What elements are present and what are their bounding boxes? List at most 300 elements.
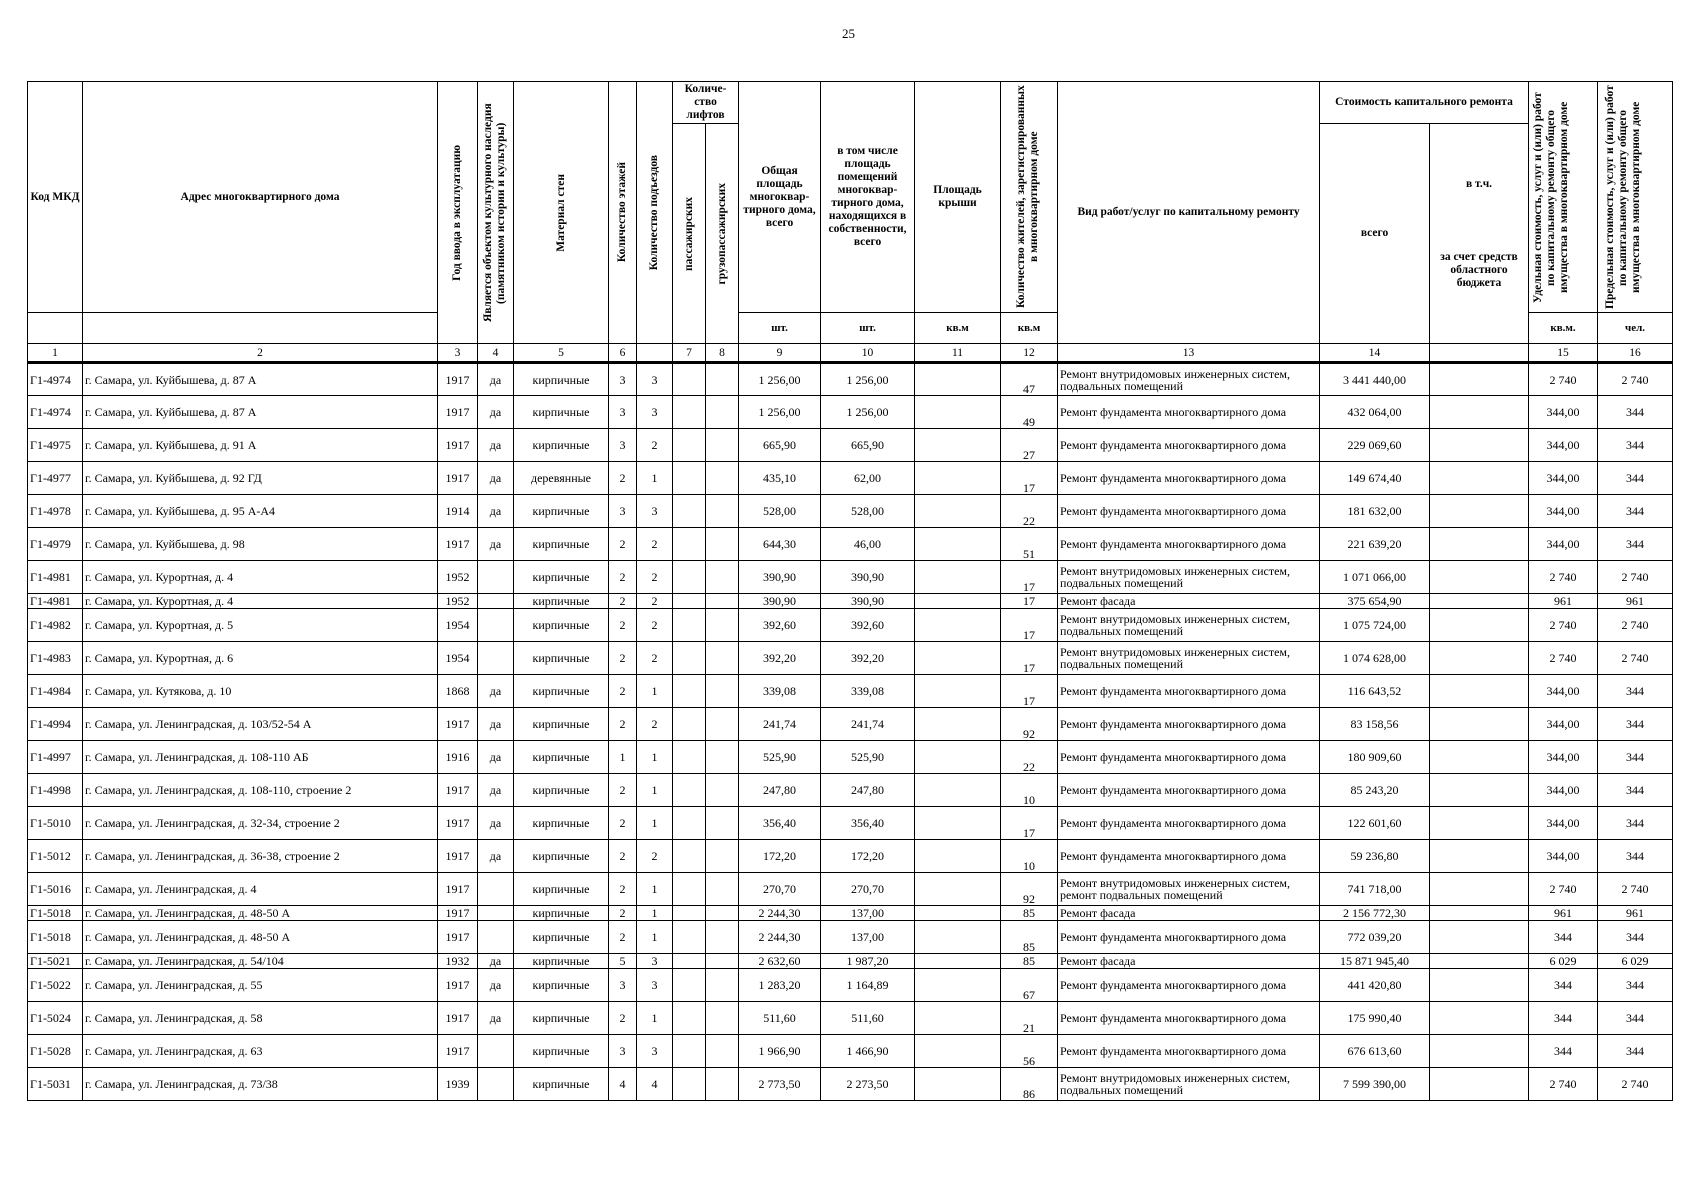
cell-lifts-freight — [706, 429, 739, 462]
cell-work-type: Ремонт фундамента многоквартирного дома — [1058, 741, 1320, 774]
cell-floors: 3 — [609, 429, 637, 462]
cell-work-type: Ремонт фундамента многоквартирного дома — [1058, 708, 1320, 741]
cell-year: 1916 — [438, 741, 478, 774]
cell-unit-cost: 344,00 — [1529, 429, 1598, 462]
cell-year: 1917 — [438, 1002, 478, 1035]
cell-year: 1917 — [438, 429, 478, 462]
cell-heritage: да — [478, 429, 514, 462]
cell-kod: Г1-5018 — [28, 906, 83, 921]
cell-work-type: Ремонт фундамента многоквартирного дома — [1058, 807, 1320, 840]
unit-lifts-pass: шт. — [739, 313, 821, 344]
cell-owned-area: 62,00 — [821, 462, 915, 495]
cell-cost-total: 122 601,60 — [1320, 807, 1430, 840]
cell-year: 1932 — [438, 954, 478, 969]
col-number: 3 — [438, 344, 478, 363]
cell-total-area: 247,80 — [739, 774, 821, 807]
cell-year: 1954 — [438, 609, 478, 642]
cell-cost-regional — [1430, 363, 1529, 396]
cell-floors: 2 — [609, 594, 637, 609]
col-number: 14 — [1320, 344, 1430, 363]
cell-total-area: 390,90 — [739, 594, 821, 609]
cell-kod: Г1-5028 — [28, 1035, 83, 1068]
cell-heritage — [478, 594, 514, 609]
cell-cost-total: 676 613,60 — [1320, 1035, 1430, 1068]
col-total-area: Общая площадь многоквар-тирного дома, всего — [739, 82, 821, 313]
col-number: 12 — [1001, 344, 1058, 363]
cell-lifts-freight — [706, 807, 739, 840]
cell-address: г. Самара, ул. Курортная, д. 4 — [83, 561, 438, 594]
cell-walls: кирпичные — [514, 675, 609, 708]
cell-roof-area — [915, 528, 1001, 561]
cell-cost-regional — [1430, 969, 1529, 1002]
cell-unit-cost: 344,00 — [1529, 774, 1598, 807]
cell-owned-area: 137,00 — [821, 921, 915, 954]
cell-entrances: 1 — [637, 873, 673, 906]
cell-residents: 17 — [1001, 609, 1058, 642]
cell-unit-cost: 344,00 — [1529, 396, 1598, 429]
cell-roof-area — [915, 807, 1001, 840]
cell-lifts-freight — [706, 708, 739, 741]
cell-residents: 22 — [1001, 741, 1058, 774]
cell-cost-total: 432 064,00 — [1320, 396, 1430, 429]
cell-cost-total: 59 236,80 — [1320, 840, 1430, 873]
cell-work-type: Ремонт внутридомовых инженерных систем, подвальных помещений — [1058, 1068, 1320, 1101]
cell-roof-area — [915, 1035, 1001, 1068]
cell-kod: Г1-5022 — [28, 969, 83, 1002]
cell-entrances: 2 — [637, 594, 673, 609]
cell-max-cost: 2 740 — [1598, 363, 1673, 396]
col-address: Адрес многоквартирного дома — [83, 82, 438, 313]
cell-floors: 3 — [609, 1035, 637, 1068]
cell-lifts-freight — [706, 462, 739, 495]
cell-entrances: 1 — [637, 906, 673, 921]
cell-kod: Г1-4981 — [28, 594, 83, 609]
cell-kod: Г1-4994 — [28, 708, 83, 741]
cell-roof-area — [915, 462, 1001, 495]
cell-walls: кирпичные — [514, 774, 609, 807]
cell-heritage: да — [478, 840, 514, 873]
cell-max-cost: 6 029 — [1598, 954, 1673, 969]
cell-cost-total: 116 643,52 — [1320, 675, 1430, 708]
cell-cost-regional — [1430, 840, 1529, 873]
cell-year: 1954 — [438, 642, 478, 675]
cell-kod: Г1-4983 — [28, 642, 83, 675]
cell-lifts-freight — [706, 528, 739, 561]
cell-unit-cost: 344,00 — [1529, 675, 1598, 708]
cell-lifts-freight — [706, 873, 739, 906]
cell-floors: 2 — [609, 609, 637, 642]
cell-walls: кирпичные — [514, 528, 609, 561]
cell-work-type: Ремонт фундамента многоквартирного дома — [1058, 1002, 1320, 1035]
cell-work-type: Ремонт внутридомовых инженерных систем, подвальных помещений — [1058, 363, 1320, 396]
cell-address: г. Самара, ул. Ленинградская, д. 108-110, строение 2 — [83, 774, 438, 807]
cell-kod: Г1-5024 — [28, 1002, 83, 1035]
cell-cost-total: 83 158,56 — [1320, 708, 1430, 741]
cell-residents: 92 — [1001, 873, 1058, 906]
col-entrances: Количество подъездов — [637, 82, 673, 344]
cell-total-area: 1 966,90 — [739, 1035, 821, 1068]
cell-heritage — [478, 561, 514, 594]
cell-work-type: Ремонт фундамента многоквартирного дома — [1058, 462, 1320, 495]
cell-owned-area: 390,90 — [821, 594, 915, 609]
cell-roof-area — [915, 495, 1001, 528]
cell-walls: кирпичные — [514, 594, 609, 609]
cell-lifts-pass — [673, 561, 706, 594]
cell-total-area: 665,90 — [739, 429, 821, 462]
cell-lifts-freight — [706, 561, 739, 594]
cell-cost-total: 441 420,80 — [1320, 969, 1430, 1002]
cell-walls: кирпичные — [514, 1035, 609, 1068]
cell-total-area: 270,70 — [739, 873, 821, 906]
cell-roof-area — [915, 873, 1001, 906]
cell-cost-regional — [1430, 873, 1529, 906]
cell-total-area: 1 256,00 — [739, 396, 821, 429]
cell-floors: 2 — [609, 1002, 637, 1035]
cost-regional-label: за счет средств областного бюджета — [1440, 250, 1518, 289]
column-number-row — [28, 344, 1673, 363]
cell-work-type: Ремонт фасада — [1058, 906, 1320, 921]
col-kod: Код МКД — [28, 82, 83, 313]
cell-residents: 10 — [1001, 774, 1058, 807]
cell-lifts-pass — [673, 675, 706, 708]
cell-max-cost: 344 — [1598, 969, 1673, 1002]
cell-kod: Г1-4984 — [28, 675, 83, 708]
cell-roof-area — [915, 741, 1001, 774]
table-row — [28, 741, 1673, 774]
cell-max-cost: 344 — [1598, 741, 1673, 774]
cell-lifts-freight — [706, 1068, 739, 1101]
cell-entrances: 1 — [637, 921, 673, 954]
cell-heritage: да — [478, 675, 514, 708]
cell-owned-area: 1 466,90 — [821, 1035, 915, 1068]
cell-kod: Г1-5031 — [28, 1068, 83, 1101]
cell-cost-regional — [1430, 561, 1529, 594]
table-row — [28, 675, 1673, 708]
cell-entrances: 1 — [637, 675, 673, 708]
cell-residents: 17 — [1001, 642, 1058, 675]
cell-lifts-freight — [706, 495, 739, 528]
cell-work-type: Ремонт фундамента многоквартирного дома — [1058, 396, 1320, 429]
cell-residents: 17 — [1001, 807, 1058, 840]
cell-unit-cost: 344 — [1529, 921, 1598, 954]
cell-owned-area: 392,20 — [821, 642, 915, 675]
cell-floors: 3 — [609, 363, 637, 396]
cell-roof-area — [915, 1068, 1001, 1101]
cell-residents: 85 — [1001, 921, 1058, 954]
table-row — [28, 561, 1673, 594]
table-row — [28, 708, 1673, 741]
cell-lifts-pass — [673, 363, 706, 396]
cell-address: г. Самара, ул. Куйбышева, д. 87 А — [83, 363, 438, 396]
cell-address: г. Самара, ул. Куйбышева, д. 92 ГД — [83, 462, 438, 495]
cell-cost-total: 1 075 724,00 — [1320, 609, 1430, 642]
cell-walls: кирпичные — [514, 561, 609, 594]
cell-max-cost: 344 — [1598, 528, 1673, 561]
cell-max-cost: 344 — [1598, 1035, 1673, 1068]
cell-heritage: да — [478, 495, 514, 528]
col-number: 10 — [821, 344, 915, 363]
cell-lifts-pass — [673, 969, 706, 1002]
cell-owned-area: 511,60 — [821, 1002, 915, 1035]
cell-roof-area — [915, 954, 1001, 969]
cell-entrances: 1 — [637, 807, 673, 840]
cell-lifts-pass — [673, 1035, 706, 1068]
cell-lifts-freight — [706, 921, 739, 954]
cell-floors: 3 — [609, 396, 637, 429]
cell-address: г. Самара, ул. Курортная, д. 4 — [83, 594, 438, 609]
cell-unit-cost: 2 740 — [1529, 642, 1598, 675]
cell-work-type: Ремонт фундамента многоквартирного дома — [1058, 528, 1320, 561]
cell-entrances: 2 — [637, 561, 673, 594]
col-cost: Стоимость капитального ремонта — [1320, 82, 1529, 124]
cell-walls: кирпичные — [514, 429, 609, 462]
col-lifts-pass: пассажирских — [673, 124, 706, 344]
cell-total-area: 1 283,20 — [739, 969, 821, 1002]
unit-lifts-freight: шт. — [821, 313, 915, 344]
cell-roof-area — [915, 396, 1001, 429]
cell-residents: 85 — [1001, 906, 1058, 921]
cell-year: 1917 — [438, 396, 478, 429]
table-row — [28, 363, 1673, 396]
cell-cost-total: 181 632,00 — [1320, 495, 1430, 528]
cell-cost-regional — [1430, 675, 1529, 708]
cell-entrances: 1 — [637, 462, 673, 495]
cell-year: 1917 — [438, 708, 478, 741]
cell-lifts-pass — [673, 642, 706, 675]
cell-walls: кирпичные — [514, 969, 609, 1002]
cell-roof-area — [915, 969, 1001, 1002]
cell-max-cost: 2 740 — [1598, 1068, 1673, 1101]
cell-work-type: Ремонт фасада — [1058, 954, 1320, 969]
cell-address: г. Самара, ул. Курортная, д. 6 — [83, 642, 438, 675]
cell-lifts-freight — [706, 642, 739, 675]
cell-heritage — [478, 1068, 514, 1101]
cell-floors: 2 — [609, 561, 637, 594]
col-number — [1430, 344, 1529, 363]
col-number: 8 — [706, 344, 739, 363]
cell-kod: Г1-4974 — [28, 396, 83, 429]
cell-cost-total: 1 071 066,00 — [1320, 561, 1430, 594]
cell-entrances: 1 — [637, 774, 673, 807]
cell-kod: Г1-4974 — [28, 363, 83, 396]
cell-owned-area: 525,90 — [821, 741, 915, 774]
cell-entrances: 3 — [637, 954, 673, 969]
cell-lifts-pass — [673, 1068, 706, 1101]
cell-work-type: Ремонт фундамента многоквартирного дома — [1058, 969, 1320, 1002]
cell-residents: 86 — [1001, 1068, 1058, 1101]
cell-heritage: да — [478, 396, 514, 429]
cell-lifts-pass — [673, 774, 706, 807]
cell-cost-total: 741 718,00 — [1320, 873, 1430, 906]
cell-entrances: 3 — [637, 1035, 673, 1068]
cell-lifts-pass — [673, 954, 706, 969]
cell-residents: 22 — [1001, 495, 1058, 528]
cell-owned-area: 1 987,20 — [821, 954, 915, 969]
cell-cost-regional — [1430, 807, 1529, 840]
cell-floors: 2 — [609, 528, 637, 561]
cell-entrances: 3 — [637, 396, 673, 429]
cell-total-area: 392,20 — [739, 642, 821, 675]
cell-residents: 17 — [1001, 675, 1058, 708]
cell-walls: кирпичные — [514, 906, 609, 921]
cell-roof-area — [915, 642, 1001, 675]
cell-year: 1917 — [438, 807, 478, 840]
unit-residents: чел. — [1598, 313, 1673, 344]
cell-unit-cost: 6 029 — [1529, 954, 1598, 969]
cell-owned-area: 241,74 — [821, 708, 915, 741]
cell-entrances: 2 — [637, 609, 673, 642]
table-row — [28, 840, 1673, 873]
cell-cost-total: 175 990,40 — [1320, 1002, 1430, 1035]
cell-work-type: Ремонт внутридомовых инженерных систем, подвальных помещений — [1058, 609, 1320, 642]
cell-cost-total: 149 674,40 — [1320, 462, 1430, 495]
cell-cost-regional — [1430, 528, 1529, 561]
cell-residents: 92 — [1001, 708, 1058, 741]
cell-lifts-pass — [673, 708, 706, 741]
cell-cost-total: 229 069,60 — [1320, 429, 1430, 462]
cell-walls: кирпичные — [514, 609, 609, 642]
cell-floors: 3 — [609, 969, 637, 1002]
cell-cost-regional — [1430, 495, 1529, 528]
cell-total-area: 390,90 — [739, 561, 821, 594]
cell-address: г. Самара, ул. Куйбышева, д. 95 А-А4 — [83, 495, 438, 528]
table-row — [28, 1035, 1673, 1068]
cell-walls: кирпичные — [514, 708, 609, 741]
unit-owned-area: кв.м — [1001, 313, 1058, 344]
cell-lifts-freight — [706, 609, 739, 642]
cell-owned-area: 247,80 — [821, 774, 915, 807]
table-row — [28, 594, 1673, 609]
cell-heritage — [478, 642, 514, 675]
cell-cost-regional — [1430, 642, 1529, 675]
cell-total-area: 392,60 — [739, 609, 821, 642]
table-row — [28, 921, 1673, 954]
cell-heritage — [478, 873, 514, 906]
col-number: 9 — [739, 344, 821, 363]
cell-cost-regional — [1430, 462, 1529, 495]
cell-max-cost: 2 740 — [1598, 561, 1673, 594]
cell-kod: Г1-4975 — [28, 429, 83, 462]
cell-heritage: да — [478, 708, 514, 741]
cell-floors: 3 — [609, 495, 637, 528]
cell-owned-area: 356,40 — [821, 807, 915, 840]
cell-unit-cost: 344,00 — [1529, 741, 1598, 774]
cell-roof-area — [915, 675, 1001, 708]
cell-year: 1917 — [438, 1035, 478, 1068]
cell-year: 1917 — [438, 774, 478, 807]
cell-max-cost: 344 — [1598, 807, 1673, 840]
cell-heritage — [478, 1035, 514, 1068]
col-number: 15 — [1529, 344, 1598, 363]
cell-year: 1917 — [438, 462, 478, 495]
cost-incl-label: в т.ч. — [1465, 177, 1493, 190]
cell-residents: 27 — [1001, 429, 1058, 462]
cell-max-cost: 2 740 — [1598, 642, 1673, 675]
col-walls: Материал стен — [514, 82, 609, 344]
col-number: 6 — [609, 344, 637, 363]
cell-lifts-freight — [706, 363, 739, 396]
col-residents: Количество жителей, зарегистрированных в многоквартирном доме — [1001, 82, 1058, 313]
cell-year: 1917 — [438, 363, 478, 396]
cell-lifts-freight — [706, 1035, 739, 1068]
col-lifts: Количе-ство лифтов — [673, 82, 739, 124]
cell-work-type: Ремонт фундамента многоквартирного дома — [1058, 774, 1320, 807]
cell-total-area: 172,20 — [739, 840, 821, 873]
cell-owned-area: 137,00 — [821, 906, 915, 921]
cell-owned-area: 1 256,00 — [821, 363, 915, 396]
cell-lifts-pass — [673, 609, 706, 642]
cell-roof-area — [915, 594, 1001, 609]
table-row — [28, 528, 1673, 561]
cell-walls: кирпичные — [514, 741, 609, 774]
cell-heritage: да — [478, 741, 514, 774]
cell-cost-total: 2 156 772,30 — [1320, 906, 1430, 921]
cell-lifts-pass — [673, 495, 706, 528]
col-work-type: Вид работ/услуг по капитальному ремонту — [1058, 82, 1320, 344]
cell-cost-total: 375 654,90 — [1320, 594, 1430, 609]
cell-kod: Г1-5021 — [28, 954, 83, 969]
table-header — [28, 82, 1673, 344]
cell-heritage: да — [478, 462, 514, 495]
cell-work-type: Ремонт фундамента многоквартирного дома — [1058, 1035, 1320, 1068]
cell-total-area: 241,74 — [739, 708, 821, 741]
cell-floors: 2 — [609, 873, 637, 906]
col-lifts-freight: грузопассажирских — [706, 124, 739, 344]
cell-address: г. Самара, ул. Ленинградская, д. 55 — [83, 969, 438, 1002]
cell-heritage: да — [478, 807, 514, 840]
cell-unit-cost: 2 740 — [1529, 609, 1598, 642]
table-row — [28, 774, 1673, 807]
cell-max-cost: 2 740 — [1598, 873, 1673, 906]
cell-unit-cost: 344,00 — [1529, 528, 1598, 561]
cell-work-type: Ремонт фундамента многоквартирного дома — [1058, 495, 1320, 528]
cell-cost-total: 180 909,60 — [1320, 741, 1430, 774]
cell-kod: Г1-4979 — [28, 528, 83, 561]
cell-unit-cost: 344 — [1529, 969, 1598, 1002]
cell-cost-total: 772 039,20 — [1320, 921, 1430, 954]
cell-owned-area: 172,20 — [821, 840, 915, 873]
cell-floors: 1 — [609, 741, 637, 774]
cell-year: 1917 — [438, 969, 478, 1002]
cell-walls: кирпичные — [514, 396, 609, 429]
cell-cost-total: 221 639,20 — [1320, 528, 1430, 561]
cell-address: г. Самара, ул. Ленинградская, д. 73/38 — [83, 1068, 438, 1101]
cell-entrances: 1 — [637, 1002, 673, 1035]
cell-unit-cost: 2 740 — [1529, 873, 1598, 906]
col-number: 5 — [514, 344, 609, 363]
cell-unit-cost: 961 — [1529, 594, 1598, 609]
cell-kod: Г1-5012 — [28, 840, 83, 873]
cell-residents: 47 — [1001, 363, 1058, 396]
col-heritage: Является объектом культурного наследия (памятником истории и культуры) — [478, 82, 514, 344]
cell-work-type: Ремонт фундамента многоквартирного дома — [1058, 429, 1320, 462]
cell-total-area: 1 256,00 — [739, 363, 821, 396]
cell-kod: Г1-4998 — [28, 774, 83, 807]
cell-work-type: Ремонт фундамента многоквартирного дома — [1058, 840, 1320, 873]
cell-lifts-freight — [706, 969, 739, 1002]
table-row — [28, 1002, 1673, 1035]
repair-register-table — [27, 81, 1673, 1101]
cell-lifts-freight — [706, 840, 739, 873]
cell-floors: 2 — [609, 708, 637, 741]
cell-cost-regional — [1430, 609, 1529, 642]
cell-floors: 2 — [609, 840, 637, 873]
cell-walls: кирпичные — [514, 840, 609, 873]
cell-roof-area — [915, 561, 1001, 594]
cell-floors: 2 — [609, 675, 637, 708]
cell-lifts-pass — [673, 396, 706, 429]
cell-lifts-freight — [706, 741, 739, 774]
